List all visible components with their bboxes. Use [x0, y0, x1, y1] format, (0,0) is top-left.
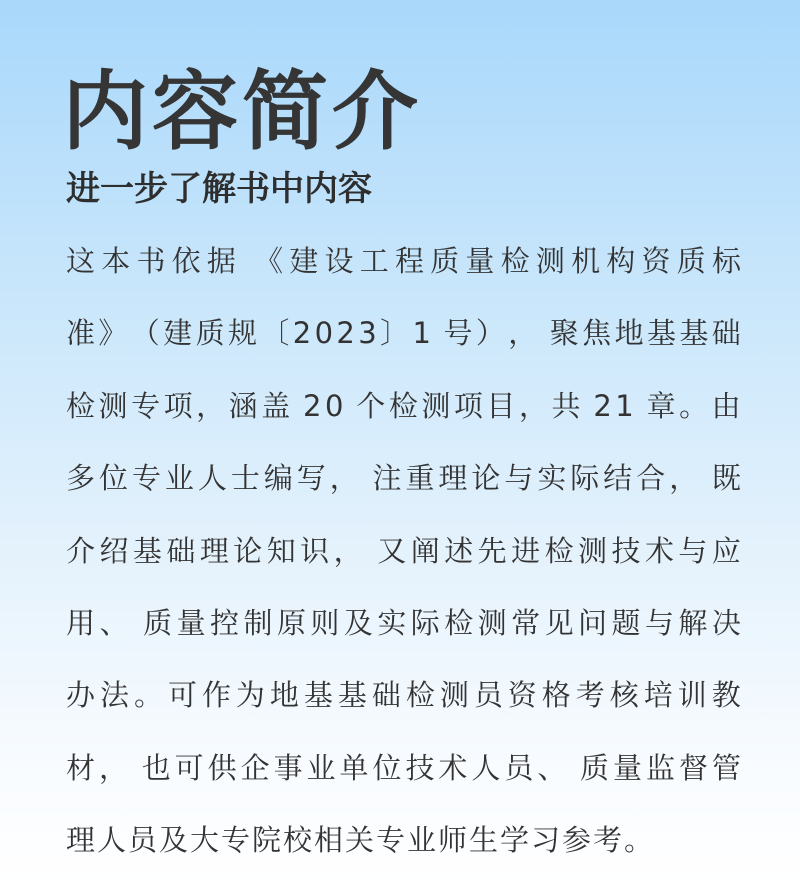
paragraph-glyph: 《 [254, 244, 284, 278]
paragraph-glyph: 理 [438, 461, 468, 496]
paragraph-glyph: 本 [101, 244, 131, 278]
paragraph-glyph: 基 [303, 678, 333, 713]
paragraph-glyph: 项 [453, 388, 483, 423]
paragraph-glyph: 1 [412, 316, 431, 351]
paragraph-line [66, 659, 741, 731]
paragraph-glyph [584, 370, 590, 442]
paragraph-glyph: 〕 [380, 316, 410, 351]
paragraph-glyph: 训 [677, 678, 707, 713]
paragraph-glyph: ， [508, 316, 538, 351]
paragraph-glyph [541, 297, 547, 369]
paragraph-glyph: 与 [644, 605, 674, 640]
paragraph-glyph: 地 [614, 316, 644, 351]
paragraph-glyph: 规 [227, 316, 257, 351]
paragraph-line [66, 732, 741, 804]
paragraph-glyph: 质 [143, 605, 173, 640]
paragraph-glyph: 及 [343, 605, 373, 640]
paragraph-glyph: 常 [511, 605, 541, 640]
paragraph-glyph: 量 [465, 244, 495, 278]
paragraph-glyph: ， [669, 461, 699, 496]
paragraph-glyph: 进 [511, 533, 541, 568]
paragraph-glyph: 基 [132, 533, 162, 568]
paragraph-glyph: 焦 [582, 316, 612, 351]
paragraph-glyph: 格 [541, 678, 571, 713]
paragraph-glyph: （ [130, 316, 160, 351]
paragraph-glyph: 2 [303, 388, 322, 423]
paragraph-glyph: 2 [292, 316, 312, 351]
paragraph-glyph: 。 [133, 678, 163, 713]
paragraph-glyph: 法 [99, 678, 129, 713]
paragraph-glyph: 质 [195, 316, 225, 351]
paragraph-glyph [570, 732, 576, 804]
paragraph-glyph: 号 [443, 316, 473, 351]
paragraph-glyph [347, 370, 353, 442]
paragraph-glyph: ， [333, 533, 363, 568]
paragraph-glyph [132, 732, 138, 804]
paragraph-glyph: 检 [405, 678, 435, 713]
paragraph-glyph: 写 [296, 461, 326, 496]
paragraph-glyph: 0 [314, 316, 334, 351]
paragraph-line [66, 297, 741, 369]
paragraph-glyph: 础 [166, 533, 196, 568]
paragraph-glyph: 检 [500, 244, 530, 278]
paragraph-glyph: 知 [266, 533, 296, 568]
paragraph-glyph: 培 [643, 678, 673, 713]
paragraph-glyph: 础 [711, 316, 741, 351]
paragraph-glyph: 盖 [261, 388, 291, 423]
paragraph-glyph: 个 [356, 388, 386, 423]
paragraph-glyph: 础 [371, 678, 401, 713]
paragraph-glyph: 1 [615, 388, 634, 423]
paragraph-glyph: 测 [535, 244, 565, 278]
paragraph-glyph: 控 [210, 605, 240, 640]
paragraph-line [66, 515, 741, 587]
paragraph-glyph: 考 [575, 678, 605, 713]
paragraph-glyph [242, 225, 248, 297]
paragraph-glyph: 士 [230, 461, 260, 496]
paragraph-glyph: 涵 [228, 388, 258, 423]
paragraph-glyph: 解 [678, 605, 708, 640]
paragraph-glyph: 为 [235, 678, 265, 713]
paragraph-glyph: ） [475, 316, 505, 351]
paragraph-glyph: 管 [711, 750, 741, 785]
paragraph-glyph: 测 [98, 388, 128, 423]
paragraph-glyph: 既 [711, 461, 741, 496]
paragraph-line [66, 804, 741, 876]
paragraph-glyph [637, 370, 643, 442]
paragraph-glyph: 核 [609, 678, 639, 713]
paragraph-glyph: 检 [444, 605, 474, 640]
paragraph-glyph: 2 [593, 388, 612, 423]
paragraph-glyph: 质 [580, 750, 610, 785]
paragraph-glyph: 地 [269, 678, 299, 713]
paragraph-glyph: 2 [336, 316, 355, 351]
paragraph-glyph: 据 [206, 244, 236, 278]
paragraph-glyph: 专 [131, 461, 161, 496]
paragraph-glyph: 述 [444, 533, 474, 568]
paragraph-glyph: 质 [430, 244, 460, 278]
paragraph-glyph: 企 [240, 750, 270, 785]
paragraph-glyph: 业 [306, 750, 336, 785]
paragraph-glyph: 》 [98, 316, 128, 351]
paragraph-glyph: 共 [551, 388, 581, 423]
paragraph-glyph: 技 [405, 750, 435, 785]
paragraph-glyph: 与 [678, 533, 708, 568]
paragraph-glyph: ， [329, 461, 359, 496]
paragraph-glyph [702, 442, 708, 514]
paragraph-glyph: 质 [676, 244, 706, 278]
paragraph-glyph: 编 [263, 461, 293, 496]
paragraph-glyph: 准 [66, 316, 96, 351]
paragraph-glyph: 测 [578, 533, 608, 568]
paragraph-glyph: 作 [201, 678, 231, 713]
paragraph-glyph: 论 [233, 533, 263, 568]
paragraph-glyph: 机 [571, 244, 601, 278]
paragraph-glyph: 基 [679, 316, 709, 351]
paragraph-glyph: 这 [66, 244, 96, 278]
paragraph-glyph: 章 [646, 388, 676, 423]
paragraph-glyph: 合 [636, 461, 666, 496]
paragraph-glyph: 建 [163, 316, 193, 351]
paragraph-glyph: 术 [644, 533, 674, 568]
paragraph-glyph: 应 [711, 533, 741, 568]
paragraph-glyph: 人 [197, 461, 227, 496]
paragraph-glyph: 际 [570, 461, 600, 496]
paragraph-glyph: 检 [66, 388, 96, 423]
paragraph-glyph: 又 [377, 533, 407, 568]
paragraph-glyph: 理 [199, 533, 229, 568]
paragraph-glyph: 专 [131, 388, 161, 423]
paragraph-glyph: 实 [537, 461, 567, 496]
description-paragraph [66, 225, 741, 877]
paragraph-glyph: 〔 [260, 316, 290, 351]
paragraph-glyph: 阐 [410, 533, 440, 568]
paragraph-glyph [133, 587, 139, 659]
paragraph-glyph: 。 [679, 388, 709, 423]
paragraph-glyph: 论 [471, 461, 501, 496]
page-subtitle: 进一步了解书中内容 [66, 169, 372, 209]
paragraph-glyph: 结 [603, 461, 633, 496]
paragraph-glyph: 题 [611, 605, 641, 640]
paragraph-glyph: 人 [471, 750, 501, 785]
paragraph-glyph: 用 [66, 605, 96, 640]
paragraph-glyph: 员 [504, 750, 534, 785]
paragraph-glyph: 际 [410, 605, 440, 640]
paragraph-glyph: 0 [325, 388, 344, 423]
paragraph-glyph: 绍 [99, 533, 129, 568]
paragraph-glyph: 识 [300, 533, 330, 568]
paragraph-glyph [294, 370, 300, 442]
paragraph-glyph: 标 [711, 244, 741, 278]
paragraph-glyph: 位 [372, 750, 402, 785]
paragraph-glyph: 检 [388, 388, 418, 423]
paragraph-line [66, 225, 741, 297]
paragraph-glyph: 见 [544, 605, 574, 640]
paragraph-glyph: 资 [641, 244, 671, 278]
paragraph-glyph: 测 [439, 678, 469, 713]
paragraph-glyph: 材 [66, 750, 96, 785]
paragraph-glyph: 多 [66, 461, 96, 496]
paragraph-glyph: 构 [606, 244, 636, 278]
paragraph-glyph: 则 [310, 605, 340, 640]
paragraph-glyph: 决 [711, 605, 741, 640]
paragraph-glyph: 供 [207, 750, 237, 785]
paragraph-glyph: 先 [477, 533, 507, 568]
paragraph-glyph: 测 [477, 605, 507, 640]
paragraph-glyph: 测 [421, 388, 451, 423]
paragraph-glyph [367, 515, 373, 587]
paragraph-glyph: ， [98, 750, 128, 785]
paragraph-glyph: 基 [646, 316, 676, 351]
paragraph-glyph: 介 [66, 533, 96, 568]
paragraph-glyph: 建 [289, 244, 319, 278]
paragraph-glyph: 问 [578, 605, 608, 640]
paragraph-glyph: ， [518, 388, 548, 423]
paragraph-glyph: 量 [613, 750, 643, 785]
paragraph-glyph: 注 [372, 461, 402, 496]
paragraph-glyph: 项 [163, 388, 193, 423]
paragraph-glyph: 聚 [549, 316, 579, 351]
paragraph-glyph: 书 [136, 244, 166, 278]
paragraph-glyph: 重 [405, 461, 435, 496]
paragraph-line-text: 理人员及大专院校相关专业师生学习参考。 [66, 823, 656, 858]
paragraph-glyph [434, 297, 440, 369]
paragraph-glyph: 可 [174, 750, 204, 785]
paragraph-glyph: 教 [711, 678, 741, 713]
paragraph-glyph: 3 [358, 316, 377, 351]
paragraph-glyph: 督 [678, 750, 708, 785]
paragraph-glyph: 量 [176, 605, 206, 640]
paragraph-glyph: 制 [243, 605, 273, 640]
page-title: 内容简介 [62, 62, 422, 162]
paragraph-glyph: 位 [98, 461, 128, 496]
paragraph-glyph: 办 [66, 678, 96, 713]
paragraph-glyph: 也 [141, 750, 171, 785]
paragraph-glyph: 技 [611, 533, 641, 568]
paragraph-glyph: 检 [544, 533, 574, 568]
paragraph-glyph: 术 [438, 750, 468, 785]
paragraph-glyph: 原 [276, 605, 306, 640]
paragraph-glyph: 依 [171, 244, 201, 278]
paragraph-glyph: 工 [359, 244, 389, 278]
paragraph-glyph [363, 442, 369, 514]
paragraph-glyph: 可 [167, 678, 197, 713]
paragraph-glyph: 程 [394, 244, 424, 278]
paragraph-glyph: 单 [339, 750, 369, 785]
paragraph-glyph: 实 [377, 605, 407, 640]
paragraph-glyph: 设 [324, 244, 354, 278]
paragraph-glyph: 监 [645, 750, 675, 785]
paragraph-glyph: 由 [711, 388, 741, 423]
paragraph-glyph: 业 [164, 461, 194, 496]
paragraph-line [66, 442, 741, 514]
paragraph-line [66, 370, 741, 442]
paragraph-glyph: 、 [537, 750, 567, 785]
paragraph-glyph: ， [196, 388, 226, 423]
paragraph-glyph: 、 [99, 605, 129, 640]
paragraph-glyph: 员 [473, 678, 503, 713]
paragraph-glyph: 事 [273, 750, 303, 785]
paragraph-glyph: 与 [504, 461, 534, 496]
paragraph-glyph: 目 [486, 388, 516, 423]
paragraph-glyph: 资 [507, 678, 537, 713]
paragraph-glyph: 基 [337, 678, 367, 713]
paragraph-line [66, 587, 741, 659]
